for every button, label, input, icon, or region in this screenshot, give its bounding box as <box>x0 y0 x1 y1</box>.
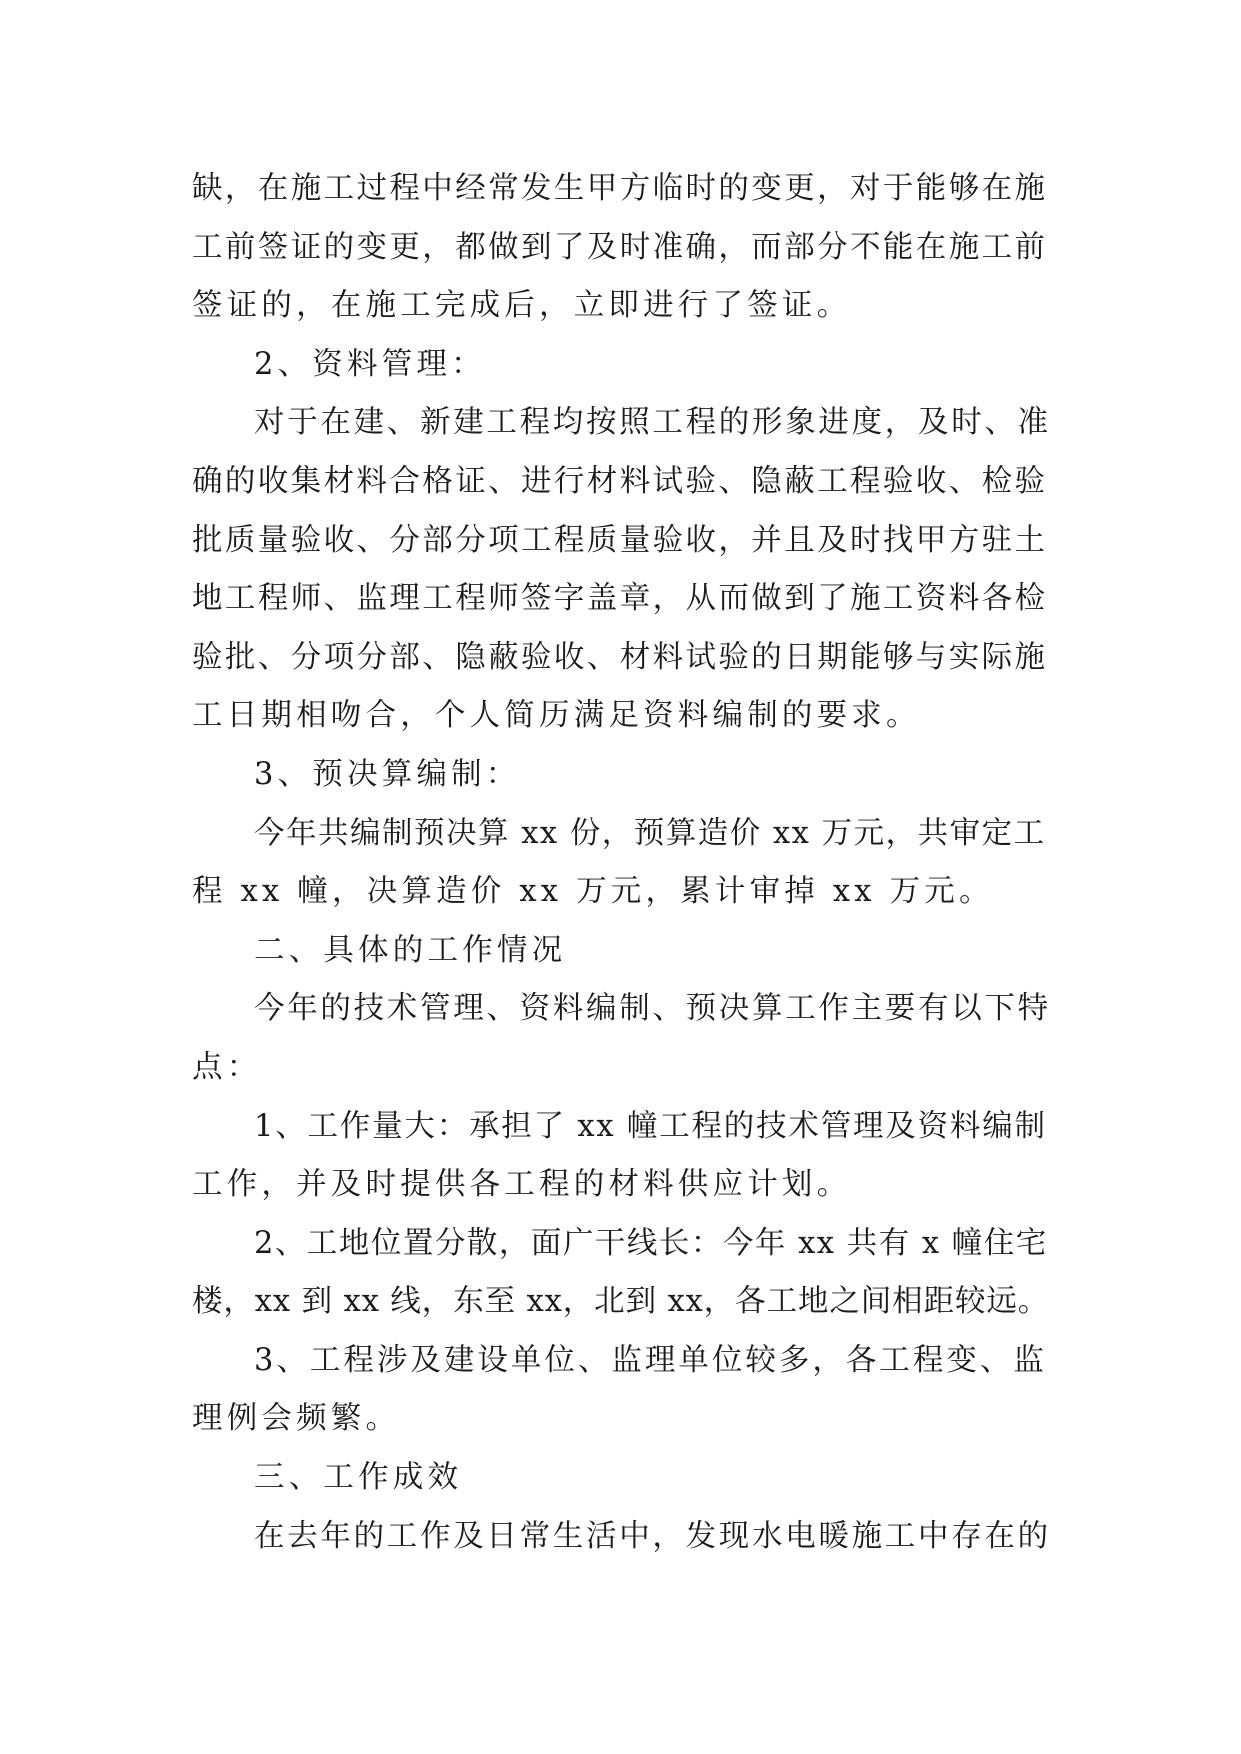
text-line: 点： <box>192 1049 262 1085</box>
text-line: 程 xx 幢，决算造价 xx 万元，累计审掉 xx 万元。 <box>192 874 994 910</box>
text-line: 验批、分项分部、隐蔽验收、材料试验的日期能够与实际施 <box>192 639 1048 675</box>
text-line: 楼，xx 到 xx 线，东至 xx，北到 xx，各工地之间相距较远。 <box>192 1284 1050 1320</box>
text-line: 今年共编制预决算 xx 份，预算造价 xx 万元，共审定工 <box>254 815 1046 851</box>
text-line: 1、工作量大：承担了 xx 幢工程的技术管理及资料编制 <box>254 1108 1047 1144</box>
text-line: 批质量验收、分部分项工程质量验收，并且及时找甲方驻土 <box>192 522 1048 558</box>
text-line: 3、工程涉及建设单位、监理单位较多，各工程变、监 <box>254 1342 1047 1378</box>
text-line: 理例会频繁。 <box>192 1401 401 1437</box>
text-line: 工前签证的变更，都做到了及时准确，而部分不能在施工前 <box>192 229 1048 265</box>
text-line: 确的收集材料合格证、进行材料试验、隐蔽工程验收、检验 <box>192 463 1048 499</box>
text-line: 签证的，在施工完成后，立即进行了签证。 <box>192 288 852 324</box>
text-line: 三、工作成效 <box>254 1460 463 1496</box>
text-line: 二、具体的工作情况 <box>254 932 567 968</box>
document-body <box>192 160 1052 1566</box>
text-line: 工作，并及时提供各工程的材料供应计划。 <box>192 1167 852 1203</box>
text-line: 2、资料管理： <box>254 346 486 382</box>
text-line: 缺，在施工过程中经常发生甲方临时的变更，对于能够在施 <box>192 171 1048 206</box>
text-line: 3、预决算编制： <box>254 756 521 792</box>
text-line: 在去年的工作及日常生活中，发现水电暖施工中存在的 <box>254 1518 1051 1554</box>
text-line: 今年的技术管理、资料编制、预决算工作主要有以下特 <box>254 991 1051 1027</box>
text-line: 地工程师、监理工程师签字盖章，从而做到了施工资料各检 <box>192 581 1048 617</box>
text-line: 对于在建、新建工程均按照工程的形象进度，及时、准 <box>254 405 1051 441</box>
text-line: 2、工地位置分散，面广干线长：今年 xx 共有 x 幢住宅 <box>254 1225 1048 1261</box>
text-line: 工日期相吻合，个人简历满足资料编制的要求。 <box>192 698 921 734</box>
